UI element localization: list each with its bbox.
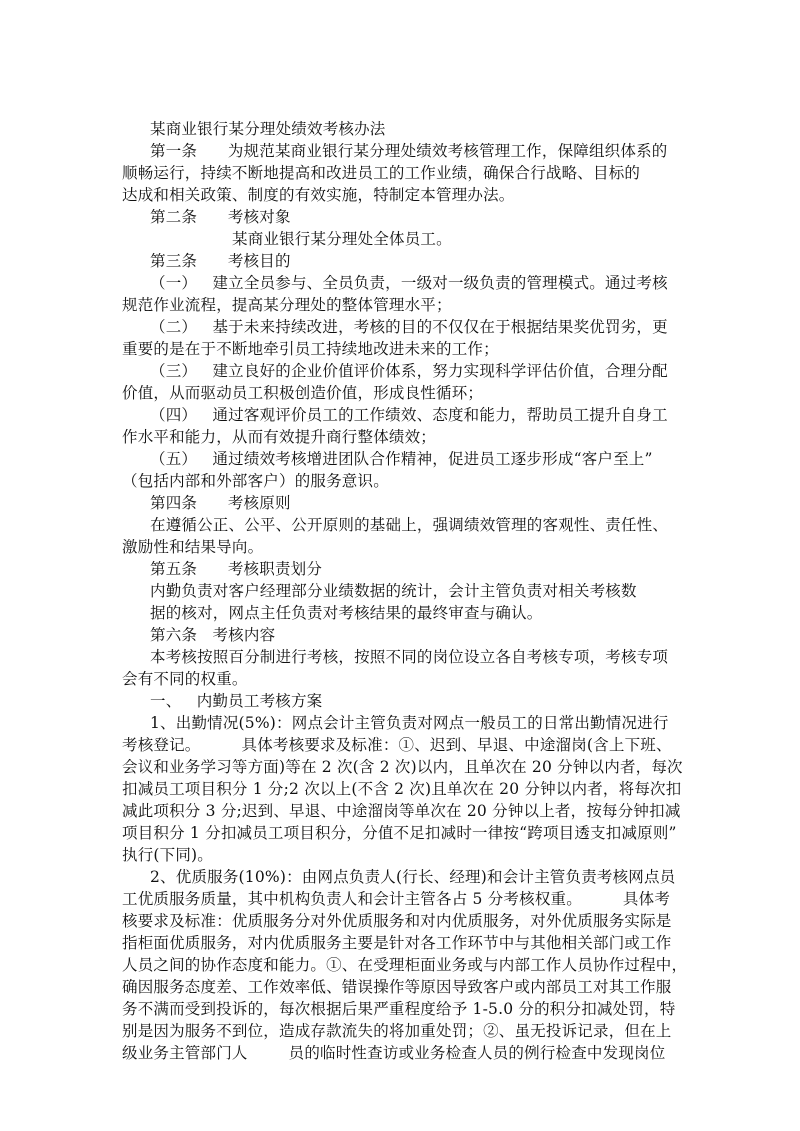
- article-3-item-5-line-2: （包括内部和外部客户）的服务意识。: [122, 472, 389, 490]
- article-1-line-2: 顺畅运行，持续不断地提高和改进员工的工作业绩，确保合行战略、目标的: [122, 164, 641, 182]
- article-5-heading: 第五条 考核职责划分: [150, 560, 323, 578]
- attendance-line-4: 扣减员工项目积分 1 分;2 次以上(不含 2 次)且单次在 20 分钟以内者，将每次扣: [122, 780, 682, 798]
- article-3-item-4-line-2: 作水平和能力，从而有效提升商行整体绩效；: [122, 428, 437, 446]
- article-3-item-4-line-1: （四） 通过客观评价员工的工作绩效、态度和能力，帮助员工提升自身工: [150, 406, 668, 424]
- article-5-body-line-2: 据的核对，网点主任负责对考核结果的最终审查与确认。: [150, 604, 543, 622]
- article-3-item-1-line-1: （一） 建立全员参与、全员负责，一级对一级负责的管理模式。通过考核: [150, 274, 668, 292]
- article-1-line-3: 达成和相关政策、制度的有效实施，特制定本管理办法。: [122, 186, 515, 204]
- service-line-7: 务不满而受到投诉的，每次根据后果严重程度给予 1-5.0 分的积分扣减处罚，特: [122, 1000, 676, 1018]
- attendance-line-1: 1、出勤情况(5%)：网点会计主管负责对网点一般员工的日常出勤情况进行: [150, 714, 669, 732]
- article-3-item-2-line-1: （二） 基于未来持续改进，考核的目的不仅仅在于根据结果奖优罚劣，更: [150, 318, 668, 336]
- article-2-heading: 第二条 考核对象: [150, 208, 291, 226]
- article-3-item-2-line-2: 重要的是在于不断地牵引员工持续地改进未来的工作；: [122, 340, 499, 358]
- attendance-line-6: 项目积分 1 分扣减员工项目积分，分值不足扣减时一律按“跨项目透支扣减原则”: [122, 824, 677, 842]
- service-line-3: 核要求及标准：优质服务分对外优质服务和对内优质服务，对外优质服务实际是: [122, 912, 672, 930]
- article-4-body-line-1: 在遵循公正、公平、公开原则的基础上，强调绩效管理的客观性、责任性、: [150, 516, 669, 534]
- attendance-line-7: 执行(下同)。: [122, 846, 213, 864]
- service-line-1: 2、优质服务(10%)：由网点负责人(行长、经理)和会计主管负责考核网点员: [150, 868, 676, 886]
- article-3-item-5-line-1: （五） 通过绩效考核增进团队合作精神，促进员工逐步形成“客户至上”: [150, 450, 653, 468]
- article-4-body-line-2: 激励性和结果导向。: [122, 538, 264, 556]
- service-line-5: 人员之间的协作态度和能力。①、在受理柜面业务或与内部工作人员协作过程中，: [122, 956, 688, 974]
- attendance-line-5: 减此项积分 3 分;迟到、早退、中途溜岗等单次在 20 分钟以上者，按每分钟扣减: [122, 802, 681, 820]
- article-1-line-1: 第一条 为规范某商业银行某分理处绩效考核管理工作，保障组织体系的: [150, 142, 668, 160]
- article-6-body-line-1: 本考核按照百分制进行考核，按照不同的岗位设立各自考核专项，考核专项: [150, 648, 669, 666]
- service-line-9: 级业务主管部门人 员的临时性查访或业务检查人员的例行检查中发现岗位: [122, 1044, 666, 1062]
- article-6-heading: 第六条 考核内容: [150, 626, 276, 644]
- section-1-heading: 一、 内勤员工考核方案: [150, 692, 323, 710]
- article-3-item-1-line-2: 规范作业流程，提高某分理处的整体管理水平；: [122, 296, 452, 314]
- article-5-body-line-1: 内勤负责对客户经理部分业绩数据的统计，会计主管负责对相关考核数: [150, 582, 637, 600]
- attendance-line-2: 考核登记。 具体考核要求及标准：①、迟到、早退、中途溜岗(含上下班、: [122, 736, 672, 754]
- service-line-6: 确因服务态度差、工作效率低、错误操作等原因导致客户或内部员工对其工作服: [122, 978, 672, 996]
- article-3-heading: 第三条 考核目的: [150, 252, 291, 270]
- service-line-2: 工优质服务质量，其中机构负责人和会计主管各占 5 分考核权重。 具体考: [122, 890, 671, 908]
- service-line-8: 别是因为服务不到位，造成存款流失的将加重处罚；②、虽无投诉记录，但在上: [122, 1022, 672, 1040]
- article-3-item-3-line-1: （三） 建立良好的企业价值评价体系，努力实现科学评估价值，合理分配: [150, 362, 668, 380]
- article-3-item-3-line-2: 价值，从而驱动员工积极创造价值，形成良性循环；: [122, 384, 484, 402]
- attendance-line-3: 会议和业务学习等方面)等在 2 次(含 2 次)以内，且单次在 20 分钟以内者，每次: [122, 758, 683, 776]
- article-6-body-line-2: 会有不同的权重。: [122, 670, 248, 688]
- article-4-heading: 第四条 考核原则: [150, 494, 291, 512]
- service-line-4: 指柜面优质服务，对内优质服务主要是针对各工作环节中与其他相关部门或工作: [122, 934, 672, 952]
- article-2-body: 某商业银行某分理处全体员工。: [232, 230, 452, 248]
- document-title: 某商业银行某分理处绩效考核办法: [150, 120, 386, 138]
